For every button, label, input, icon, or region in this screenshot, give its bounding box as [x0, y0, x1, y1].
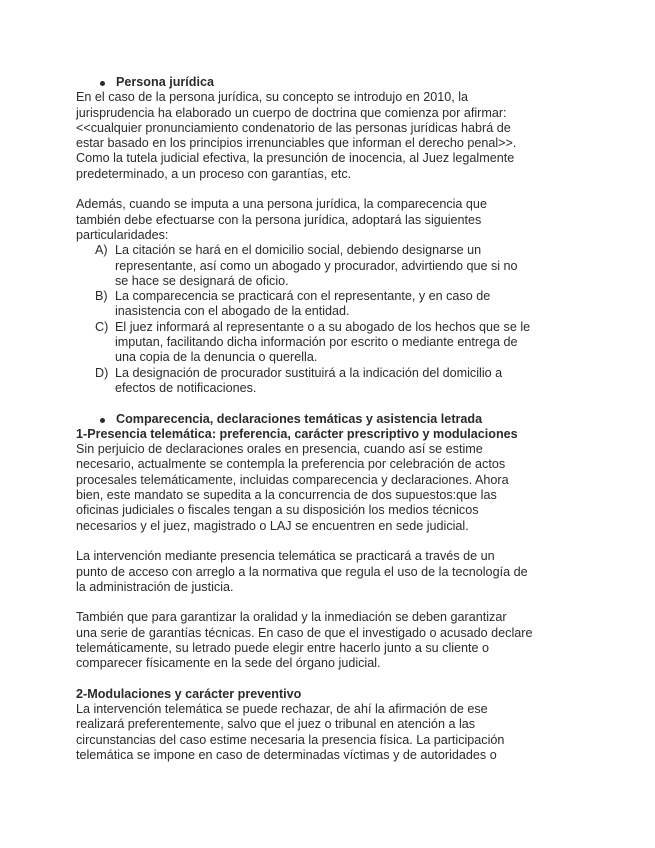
list-item-text: inasistencia con el abogado de la entidad. — [115, 304, 350, 319]
paragraph-line: necesario, actualmente se contempla la preferencia por celebración de actos — [76, 457, 506, 472]
spacer — [76, 595, 636, 610]
paragraph-line: telemáticamente, su letrado puede elegir entre hacerlo junto a su cliente o — [76, 640, 490, 655]
list-item-text: imputan, facilitando dicha información por escrito o mediante entrega de — [115, 335, 518, 350]
paragraph-line: predeterminado, a un proceso con garantías, etc. — [76, 166, 352, 181]
bullet-icon — [100, 81, 105, 86]
list-item-line — [76, 289, 636, 304]
spacer — [76, 396, 636, 411]
paragraph-line: Además, cuando se imputa a una persona jurídica, la comparecencia que — [76, 197, 487, 212]
list-item-text: La designación de procurador sustituirá a la indicación del domicilio a — [115, 365, 503, 380]
spacer — [76, 534, 636, 549]
bullet-icon — [100, 418, 105, 423]
paragraph-line: comparecer físicamente en la sede del órgano judicial. — [76, 656, 381, 671]
list-item-text: La comparecencia se practicará con el representante, y en caso de — [115, 289, 491, 304]
paragraph-line: <<cualquier pronunciamiento condenatorio de las personas jurídicas habrá de — [76, 120, 511, 135]
list-item-line — [76, 243, 636, 258]
list-item-line — [76, 335, 636, 350]
list-item-line — [76, 320, 636, 335]
bullet-text: Comparecencia, declaraciones temáticas y asistencia letrada — [116, 411, 483, 426]
list-item-text: La citación se hará en el domicilio social, debiendo designarse un — [115, 243, 482, 258]
list-item-text: efectos de notificaciones. — [115, 380, 257, 395]
list-item-line — [76, 274, 636, 289]
paragraph-line: una serie de garantías técnicas. En caso de que el investigado o acusado declare — [76, 625, 533, 640]
paragraph-line: circunstancias del caso estime necesaria la presencia física. La participación — [76, 732, 505, 747]
paragraph-line: jurisprudencia ha elaborado un cuerpo de doctrina que comienza por afirmar: — [76, 105, 507, 120]
section-heading: 2-Modulaciones y carácter preventivo — [76, 686, 302, 701]
list-item-text: representante, así como un abogado y procurador, advirtiendo que si no — [115, 258, 518, 273]
document-page — [76, 75, 636, 763]
paragraph-line: Como la tutela judicial efectiva, la presunción de inocencia, al Juez legalmente — [76, 151, 515, 166]
paragraph-line: La intervención telemática se puede rechazar, de ahí la afirmación de ese — [76, 702, 488, 717]
section-heading: 1-Presencia telemática: preferencia, carácter prescriptivo y modulaciones — [76, 426, 518, 441]
bullet-heading — [76, 75, 636, 90]
list-item-text: El juez informará al representante o a su abogado de los hechos que se le — [115, 319, 531, 334]
paragraph-line: La intervención mediante presencia telemática se practicará a través de un — [76, 549, 495, 564]
list-marker: A) — [95, 243, 108, 258]
list-item-line — [76, 381, 636, 396]
paragraph-line: bien, este mandato se supedita a la concurrencia de dos supuestos:que las — [76, 488, 497, 503]
spacer — [76, 672, 636, 687]
list-marker: C) — [95, 319, 109, 334]
bullet-heading — [76, 412, 636, 427]
list-item-line — [76, 259, 636, 274]
paragraph-line: telemática se impone en caso de determinadas víctimas y de autoridades o — [76, 748, 497, 763]
list-marker: D) — [95, 365, 109, 380]
paragraph-line: En el caso de la persona jurídica, su concepto se introdujo en 2010, la — [76, 90, 469, 105]
list-item-text: se hace se designará de oficio. — [115, 273, 289, 288]
list-item-line — [76, 304, 636, 319]
bullet-text: Persona jurídica — [116, 75, 214, 89]
paragraph-line: la administración de justicia. — [76, 579, 234, 594]
list-item-line — [76, 366, 636, 381]
list-item-line — [76, 350, 636, 365]
paragraph-line: También que para garantizar la oralidad y la inmediación se deben garantizar — [76, 610, 507, 625]
paragraph-line: particularidades: — [76, 227, 169, 242]
paragraph-line: punto de acceso con arreglo a la normativa que regula el uso de la tecnología de — [76, 564, 528, 579]
paragraph-line: necesarios y el juez, magistrado o LAJ se encuentren en sede judicial. — [76, 518, 469, 533]
list-item-text: una copia de la denuncia o querella. — [115, 350, 318, 365]
paragraph-line: estar basado en los principios irrenunciables que informan el derecho penal>>. — [76, 136, 517, 151]
paragraph-line: oficinas judiciales o fiscales tengan a su disposición los medios técnicos — [76, 503, 479, 518]
paragraph-line: Sin perjuicio de declaraciones orales en presencia, cuando así se estime — [76, 442, 483, 457]
paragraph-line: realizará preferentemente, salvo que el juez o tribunal en atención a las — [76, 717, 476, 732]
list-marker: B) — [95, 289, 108, 304]
spacer — [76, 182, 636, 197]
paragraph-line: también debe efectuarse con la persona jurídica, adoptará las siguientes — [76, 212, 482, 227]
paragraph-line: procesales telemáticamente, incluidas comparecencia y declaraciones. Ahora — [76, 472, 509, 487]
